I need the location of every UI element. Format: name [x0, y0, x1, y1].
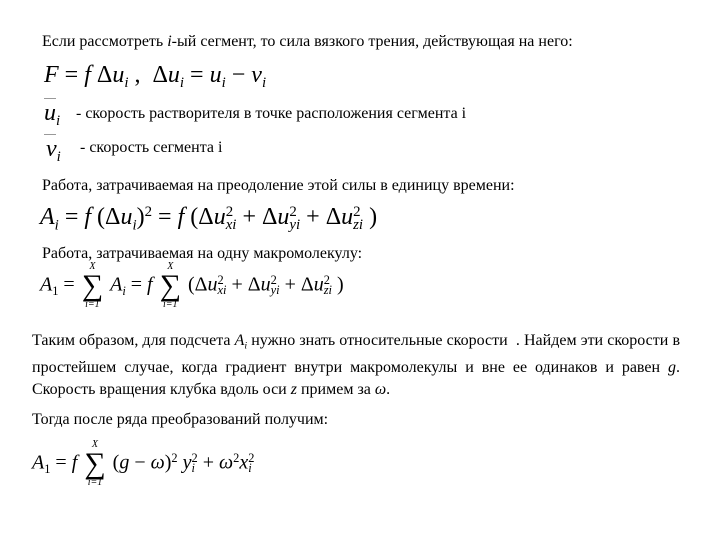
formula-final: $A_1 = f$ X ∑ i=1 $(g - \omega)^2$ y 2 i + $\omega^2x$ 2 i [32, 439, 255, 488]
intro-text-part1: Если рассмотреть [42, 33, 168, 50]
overbar-v [44, 134, 56, 135]
work-text-2: Работа, затрачиваемая на одну макромолекулу: [42, 245, 363, 262]
desc-v-line [80, 138, 222, 158]
formula-friction-force: F = f $\Delta u_i$ , $\Delta u_i = u_i - v_i$ [44, 62, 267, 92]
symbol-v-i: $v_i$ [46, 136, 61, 166]
desc-u-line [76, 104, 466, 124]
work-line-1 [42, 176, 515, 196]
formula-work-molecule: $A_1$ = X ∑ i=1 $A_i = f$ X ∑ i=1 (Δu 2 xi + Δu 2 yi + Δu 2 zi ) [40, 261, 344, 310]
paragraph-relative-velocities: Таким образом, для подсчета $A_i$ нужно знать относительные скорости . Найдем эти скорости в простейшем случае, когда градиент внутри макромолекулы и вне ее одинаков и равен g. Скорость вращения клубка вдоль оси z примем за ω. [32, 332, 680, 399]
desc-u-text: - скорость растворителя в точке расположения сегмента i [76, 105, 467, 122]
final-line [32, 410, 328, 430]
desc-v-text: - скорость сегмента i [80, 139, 223, 156]
intro-text-part2: -ый сегмент, то сила вязкого трения, действующая на него: [171, 33, 573, 50]
index-i: i [167, 33, 172, 50]
formula-work-per-time: $A_i = f$ $(\Delta u_i)^2 = f$ (Δu 2 xi + Δu 2 yi + Δu 2 zi ) [40, 203, 378, 234]
sum-symbol-1: X ∑ i=1 [81, 261, 104, 310]
overbar-u [44, 98, 56, 99]
work-text-1: Работа, затрачиваемая на преодоление этой силы в единицу времени: [42, 177, 515, 194]
symbol-u-i: $u_i$ [44, 100, 61, 130]
sum-symbol-3: X ∑ i=1 [84, 439, 106, 488]
intro-line [42, 32, 573, 52]
final-text: Тогда после ряда преобразований получим: [32, 411, 329, 428]
sum-symbol-2: X ∑ i=1 [159, 261, 181, 310]
